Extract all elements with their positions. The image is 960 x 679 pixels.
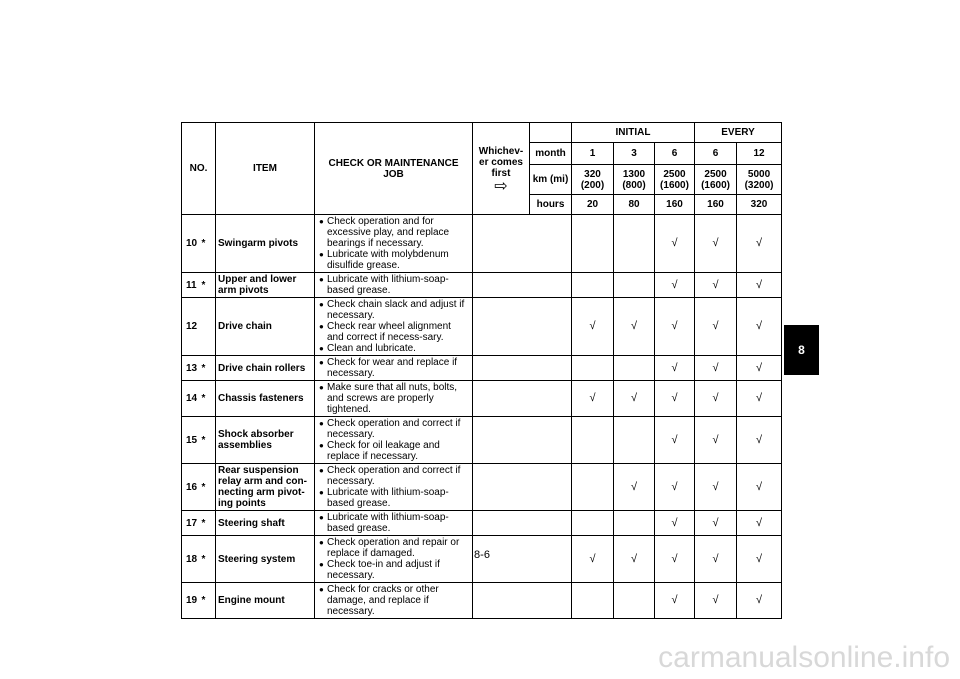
- row-item: Steering shaft: [216, 511, 315, 536]
- km-value: 2500 (1600): [655, 165, 695, 195]
- row-item: Drive chain: [216, 298, 315, 356]
- job-line: [319, 357, 470, 379]
- check-mark: [572, 464, 614, 511]
- row-job: [315, 583, 473, 619]
- row-number: 16: [182, 464, 202, 511]
- row-item: Chassis fasteners: [216, 381, 315, 417]
- job-text: Make sure that all nuts, bolts, and screws are properly tightened.: [327, 382, 458, 415]
- check-mark: √: [614, 464, 655, 511]
- check-mark: √: [655, 298, 695, 356]
- row-number: 17: [182, 511, 202, 536]
- check-mark: √: [695, 381, 737, 417]
- bullet-icon: ●: [319, 358, 324, 367]
- row-number: 10: [182, 215, 202, 273]
- check-mark: √: [695, 536, 737, 583]
- table-row: [182, 511, 782, 536]
- km-value: 2500 (1600): [695, 165, 737, 195]
- row-job: [315, 536, 473, 583]
- check-mark: √: [572, 536, 614, 583]
- check-mark: √: [655, 464, 695, 511]
- check-mark: √: [655, 417, 695, 464]
- header-no: NO.: [182, 123, 216, 215]
- row-blank: [473, 298, 572, 356]
- row-blank: [473, 464, 572, 511]
- row-star: *: [202, 583, 216, 619]
- bullet-icon: ●: [319, 250, 324, 259]
- row-star: *: [202, 536, 216, 583]
- row-star: *: [202, 464, 216, 511]
- check-mark: √: [737, 381, 782, 417]
- bullet-icon: ●: [319, 275, 324, 284]
- check-mark: [572, 273, 614, 298]
- check-mark: √: [737, 536, 782, 583]
- check-mark: √: [572, 381, 614, 417]
- job-text: Check chain slack and adjust if necessary.: [327, 299, 465, 321]
- job-text: Check toe-in and adjust if necessary.: [327, 559, 440, 581]
- row-item: Drive chain rollers: [216, 356, 315, 381]
- job-text: Check operation and correct if necessary.: [327, 465, 461, 487]
- bullet-icon: ●: [319, 217, 324, 226]
- bullet-icon: ●: [319, 488, 324, 497]
- header-blank: [530, 123, 572, 143]
- bullet-icon: ●: [319, 538, 324, 547]
- bullet-icon: ●: [319, 419, 324, 428]
- check-mark: √: [655, 511, 695, 536]
- row-job: [315, 511, 473, 536]
- check-mark: √: [695, 356, 737, 381]
- job-text: Check rear wheel alignment and correct if necess-sary.: [327, 321, 451, 343]
- check-mark: √: [614, 381, 655, 417]
- row-blank: [473, 583, 572, 619]
- job-text: Clean and lubricate.: [327, 343, 416, 354]
- check-mark: [614, 583, 655, 619]
- job-line: [319, 299, 470, 321]
- check-mark: [614, 356, 655, 381]
- check-mark: √: [695, 273, 737, 298]
- check-mark: √: [695, 511, 737, 536]
- row-number: 19: [182, 583, 202, 619]
- bullet-icon: ●: [319, 344, 324, 353]
- check-mark: [572, 417, 614, 464]
- job-line: [319, 537, 470, 559]
- job-line: [319, 418, 470, 440]
- row-star: *: [202, 511, 216, 536]
- bullet-icon: ●: [319, 300, 324, 309]
- row-blank: [473, 273, 572, 298]
- page-number: 8-6: [474, 549, 490, 561]
- check-mark: √: [695, 417, 737, 464]
- row-job: [315, 464, 473, 511]
- bullet-icon: ●: [319, 383, 324, 392]
- check-mark: √: [655, 356, 695, 381]
- row-star: *: [202, 417, 216, 464]
- month-value: 6: [695, 143, 737, 165]
- check-mark: [572, 356, 614, 381]
- bullet-icon: ●: [319, 560, 324, 569]
- job-text: Check for oil leakage and replace if necessary.: [327, 440, 440, 462]
- table-row: [182, 583, 782, 619]
- job-line: [319, 321, 470, 343]
- job-line: [319, 343, 470, 354]
- table-row: [182, 464, 782, 511]
- check-mark: √: [655, 583, 695, 619]
- job-line: [319, 382, 470, 415]
- hours-value: 20: [572, 195, 614, 215]
- row-blank: [473, 215, 572, 273]
- row-item: Rear suspension relay arm and con-necting arm pivot-ing points: [216, 464, 315, 511]
- header-item: ITEM: [216, 123, 315, 215]
- row-item: Engine mount: [216, 583, 315, 619]
- bullet-icon: ●: [319, 441, 324, 450]
- check-mark: √: [737, 273, 782, 298]
- row-blank: [473, 417, 572, 464]
- job-text: Lubricate with molybdenum disulfide grease.: [327, 249, 449, 271]
- job-line: [319, 216, 470, 249]
- row-job: [315, 215, 473, 273]
- row-number: 11: [182, 273, 202, 298]
- hours-label: hours: [530, 195, 572, 215]
- bullet-icon: ●: [319, 322, 324, 331]
- header-job: CHECK OR MAINTENANCE JOB: [315, 123, 473, 215]
- bullet-icon: ●: [319, 585, 324, 594]
- job-text: Check operation and repair or replace if damaged.: [327, 537, 460, 559]
- check-mark: [614, 417, 655, 464]
- row-star: [202, 298, 216, 356]
- hours-value: 160: [695, 195, 737, 215]
- job-line: [319, 274, 470, 296]
- job-text: Lubricate with lithium-soap-based grease.: [327, 512, 449, 534]
- job-text: Lubricate with lithium-soap-based grease.: [327, 274, 449, 296]
- check-mark: [614, 215, 655, 273]
- check-mark: √: [655, 381, 695, 417]
- hours-value: 80: [614, 195, 655, 215]
- row-number: 18: [182, 536, 202, 583]
- row-job: [315, 298, 473, 356]
- check-mark: √: [737, 464, 782, 511]
- check-mark: √: [737, 417, 782, 464]
- check-mark: √: [737, 583, 782, 619]
- table-row: [182, 273, 782, 298]
- km-label: km (mi): [530, 165, 572, 195]
- row-number: 13: [182, 356, 202, 381]
- maintenance-table: [181, 122, 782, 619]
- month-value: 1: [572, 143, 614, 165]
- job-line: [319, 465, 470, 487]
- month-value: 6: [655, 143, 695, 165]
- hours-value: 160: [655, 195, 695, 215]
- table-row: [182, 381, 782, 417]
- km-value: 320 (200): [572, 165, 614, 195]
- check-mark: √: [737, 511, 782, 536]
- check-mark: √: [572, 298, 614, 356]
- job-text: Check for wear and replace if necessary.: [327, 357, 458, 379]
- row-blank: [473, 511, 572, 536]
- row-number: 12: [182, 298, 202, 356]
- check-mark: [614, 273, 655, 298]
- check-mark: √: [655, 215, 695, 273]
- check-mark: √: [655, 536, 695, 583]
- job-text: Check for cracks or other damage, and replace if necessary.: [327, 584, 439, 617]
- row-job: [315, 273, 473, 298]
- job-text: Check operation and for excessive play, and replace bearings if necessary.: [327, 216, 450, 249]
- job-line: [319, 487, 470, 509]
- check-mark: √: [614, 536, 655, 583]
- check-mark: [572, 215, 614, 273]
- row-star: *: [202, 356, 216, 381]
- check-mark: √: [695, 298, 737, 356]
- month-label: month: [530, 143, 572, 165]
- hours-value: 320: [737, 195, 782, 215]
- row-item: Shock absorber assemblies: [216, 417, 315, 464]
- job-line: [319, 440, 470, 462]
- row-number: 14: [182, 381, 202, 417]
- km-value: 1300 (800): [614, 165, 655, 195]
- row-blank: [473, 381, 572, 417]
- job-text: Lubricate with lithium-soap-based grease.: [327, 487, 449, 509]
- job-line: [319, 249, 470, 271]
- table-row: [182, 417, 782, 464]
- check-mark: √: [737, 215, 782, 273]
- header-initial: INITIAL: [572, 123, 695, 143]
- row-number: 15: [182, 417, 202, 464]
- arrow-right-icon: ⇨: [494, 177, 508, 195]
- check-mark: √: [695, 583, 737, 619]
- table-row: [182, 298, 782, 356]
- job-line: [319, 584, 470, 617]
- check-mark: √: [737, 298, 782, 356]
- row-job: [315, 356, 473, 381]
- row-item: Steering system: [216, 536, 315, 583]
- row-star: *: [202, 215, 216, 273]
- check-mark: √: [737, 356, 782, 381]
- check-mark: [572, 583, 614, 619]
- header-whichever: Whichev-er comes first ⇨: [473, 123, 530, 215]
- watermark: carmanualsonline.info: [658, 641, 950, 674]
- bullet-icon: ●: [319, 513, 324, 522]
- section-tab: 8: [784, 325, 819, 375]
- row-item: Swingarm pivots: [216, 215, 315, 273]
- row-star: *: [202, 381, 216, 417]
- row-job: [315, 381, 473, 417]
- bullet-icon: ●: [319, 466, 324, 475]
- row-blank: [473, 356, 572, 381]
- km-value: 5000 (3200): [737, 165, 782, 195]
- row-job: [315, 417, 473, 464]
- check-mark: [572, 511, 614, 536]
- header-every: EVERY: [695, 123, 782, 143]
- check-mark: √: [695, 464, 737, 511]
- row-item: Upper and lower arm pivots: [216, 273, 315, 298]
- month-value: 3: [614, 143, 655, 165]
- check-mark: √: [614, 298, 655, 356]
- job-line: [319, 512, 470, 534]
- job-line: [319, 559, 470, 581]
- table-row: [182, 215, 782, 273]
- table-row: [182, 356, 782, 381]
- month-value: 12: [737, 143, 782, 165]
- check-mark: [614, 511, 655, 536]
- check-mark: √: [655, 273, 695, 298]
- check-mark: √: [695, 215, 737, 273]
- job-text: Check operation and correct if necessary.: [327, 418, 461, 440]
- row-star: *: [202, 273, 216, 298]
